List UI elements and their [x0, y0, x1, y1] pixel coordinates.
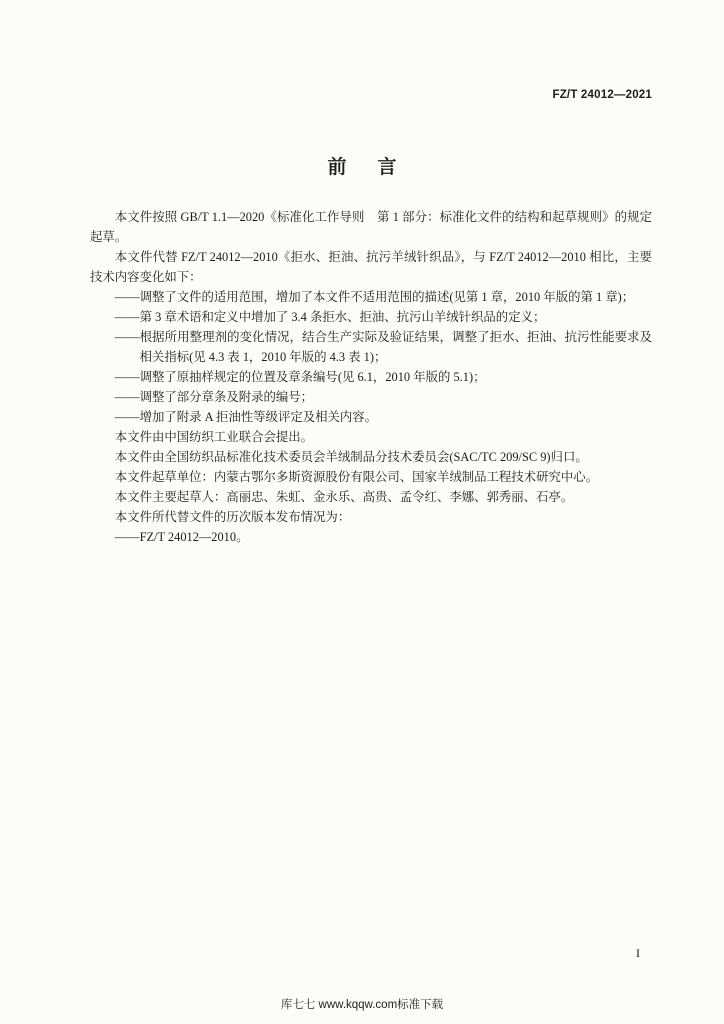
paragraph-history-intro: 本文件所代替文件的历次版本发布情况为： [114, 510, 351, 524]
change-item-scope: ——调整了文件的适用范围，增加了本文件不适用范围的描述(见第 1 章，2010 年版的第 1 章)； [114, 290, 635, 304]
paragraph-proposer: 本文件由中国纺织工业联合会提出。 [114, 430, 314, 444]
footer-source: 库七七 www.kqqw.com标准下载 [280, 999, 444, 1011]
paragraph-drafting-basis: 本文件按照 GB/T 1.1—2020《标准化工作导则 第 1 部分：标准化文件的结构和起草规则》的规定起草。 [90, 210, 652, 244]
change-item-sampling: ——调整了原抽样规定的位置及章条编号(见 6.1，2010 年版的 5.1)； [114, 370, 486, 384]
change-item-performance: ——根据所用整理剂的变化情况，结合生产实际及验证结果，调整了拒水、拒油、抗污性能要求及相关指标(见 4.3 表 1，2010 年版的 4.3 表 1)； [114, 330, 652, 364]
change-item-numbering: ——调整了部分章条及附录的编号； [114, 390, 314, 404]
paragraph-committee: 本文件由全国纺织品标准化技术委员会羊绒制品分技术委员会(SAC/TC 209/SC 9)归口。 [114, 450, 588, 464]
change-item-annex: ——增加了附录 A 拒油性等级评定及相关内容。 [114, 410, 378, 424]
page-title: 前 言 [327, 156, 403, 178]
foreword-body [90, 207, 652, 547]
paragraph-replacement-note: 本文件代替 FZ/T 24012—2010《拒水、拒油、抗污羊绒针织品》，与 FZ/T 24012—2010 相比，主要技术内容变化如下： [90, 250, 652, 284]
history-item: ——FZ/T 24012—2010。 [114, 530, 249, 544]
page-number: I [636, 946, 640, 960]
standard-number: FZ/T 24012—2021 [552, 89, 652, 101]
paragraph-drafting-units: 本文件起草单位：内蒙古鄂尔多斯资源股份有限公司、国家羊绒制品工程技术研究中心。 [114, 470, 599, 484]
paragraph-drafters: 本文件主要起草人：高丽忠、朱虹、金永乐、高贵、孟令红、李娜、郭秀丽、石亭。 [114, 490, 574, 504]
change-item-definition: ——第 3 章术语和定义中增加了 3.4 条拒水、拒油、抗污山羊绒针织品的定义； [114, 310, 546, 324]
